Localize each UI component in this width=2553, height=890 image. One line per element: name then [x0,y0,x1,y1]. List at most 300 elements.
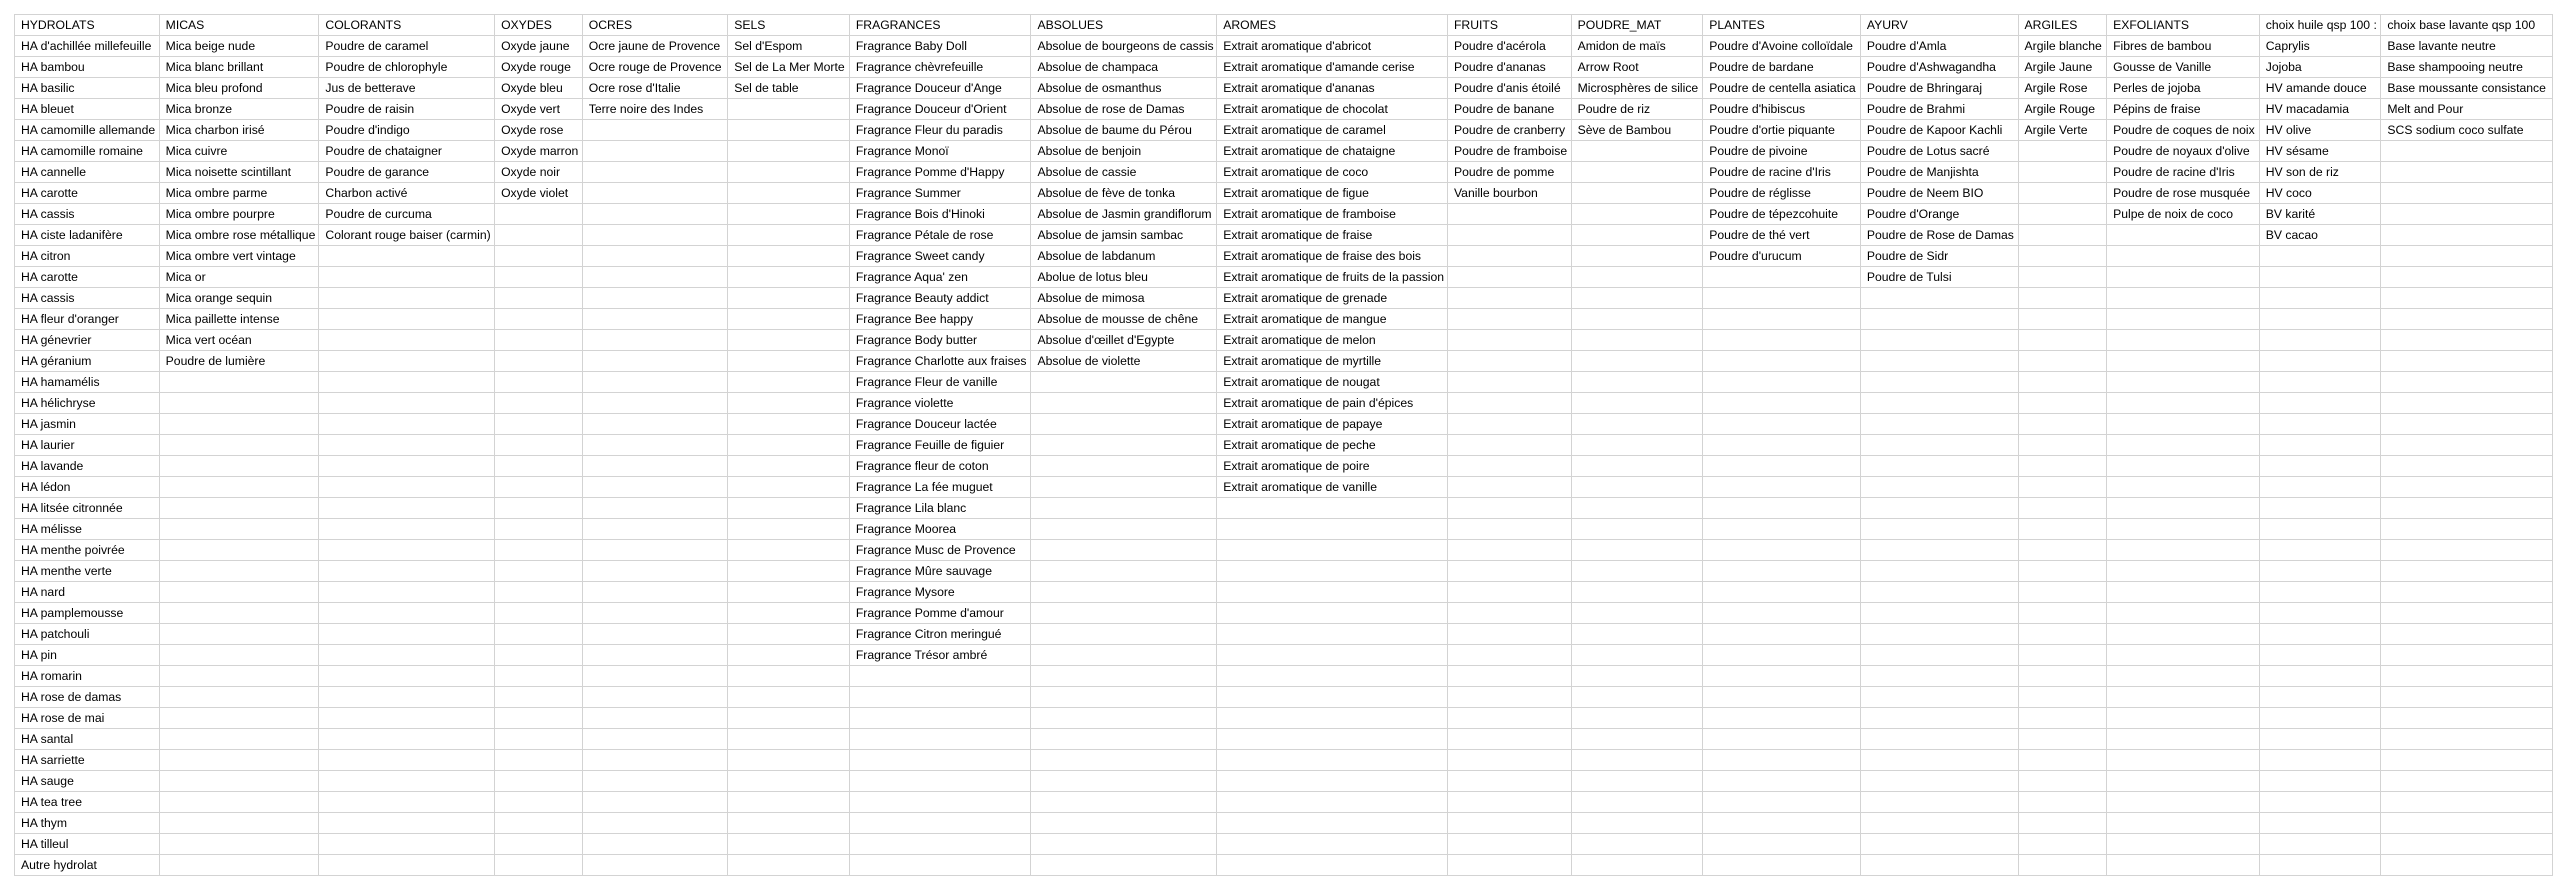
cell[interactable] [319,414,495,435]
cell[interactable] [1703,855,1861,876]
cell[interactable] [2018,540,2107,561]
cell[interactable] [728,750,850,771]
cell[interactable] [728,498,850,519]
cell[interactable] [495,246,583,267]
cell[interactable]: Fragrance Feuille de figuier [849,435,1031,456]
cell[interactable] [1860,498,2018,519]
cell[interactable] [2018,708,2107,729]
cell[interactable] [1031,729,1217,750]
cell[interactable] [728,351,850,372]
cell[interactable]: Pépins de fraise [2107,99,2260,120]
cell[interactable]: Extrait aromatique de coco [1217,162,1448,183]
cell[interactable]: Jus de betterave [319,78,495,99]
cell[interactable] [2381,582,2553,603]
cell[interactable] [728,582,850,603]
cell[interactable]: Ocre rose d'Italie [582,78,727,99]
cell[interactable] [728,687,850,708]
cell[interactable]: Oxyde noir [495,162,583,183]
cell[interactable] [1031,477,1217,498]
cell[interactable] [2381,204,2553,225]
cell[interactable] [582,183,727,204]
cell[interactable]: Oxyde rose [495,120,583,141]
cell[interactable] [2107,834,2260,855]
cell[interactable]: Poudre de lumière [159,351,319,372]
cell[interactable]: Fragrance Bois d'Hinoki [849,204,1031,225]
cell[interactable] [2259,519,2381,540]
cell[interactable] [728,120,850,141]
cell[interactable]: Fragrance Fleur du paradis [849,120,1031,141]
cell[interactable] [728,204,850,225]
cell[interactable] [159,666,319,687]
cell[interactable] [2259,456,2381,477]
cell[interactable]: HA géranium [15,351,160,372]
cell[interactable] [728,834,850,855]
cell[interactable] [495,645,583,666]
cell[interactable] [1031,498,1217,519]
cell[interactable] [2018,183,2107,204]
cell[interactable] [1031,519,1217,540]
cell[interactable] [2018,309,2107,330]
cell[interactable]: Extrait aromatique de vanille [1217,477,1448,498]
cell[interactable] [728,372,850,393]
cell[interactable] [2018,771,2107,792]
cell[interactable] [1571,624,1703,645]
cell[interactable]: Extrait aromatique de fraise [1217,225,1448,246]
cell[interactable]: Absolue de benjoin [1031,141,1217,162]
cell[interactable] [2381,687,2553,708]
cell[interactable] [1031,834,1217,855]
cell[interactable] [2018,330,2107,351]
cell[interactable] [2018,645,2107,666]
cell[interactable] [2259,855,2381,876]
cell[interactable]: Vanille bourbon [1447,183,1571,204]
cell[interactable]: HV macadamia [2259,99,2381,120]
cell[interactable] [495,624,583,645]
cell[interactable] [2381,246,2553,267]
cell[interactable]: Oxyde rouge [495,57,583,78]
cell[interactable] [1217,561,1448,582]
cell[interactable]: Poudre de racine d'Iris [2107,162,2260,183]
cell[interactable] [319,834,495,855]
cell[interactable] [2107,414,2260,435]
cell[interactable]: Poudre de chlorophyle [319,57,495,78]
cell[interactable] [2381,393,2553,414]
cell[interactable]: Mica or [159,267,319,288]
cell[interactable] [2259,666,2381,687]
cell[interactable] [1703,813,1861,834]
cell[interactable] [1217,708,1448,729]
cell[interactable] [728,330,850,351]
cell[interactable] [728,813,850,834]
cell[interactable] [582,120,727,141]
cell[interactable] [1571,456,1703,477]
cell[interactable] [159,708,319,729]
cell[interactable] [1703,519,1861,540]
cell[interactable]: Poudre de Neem BIO [1860,183,2018,204]
cell[interactable] [728,435,850,456]
cell[interactable] [2259,393,2381,414]
cell[interactable]: Ocre jaune de Provence [582,36,727,57]
cell[interactable] [2259,477,2381,498]
cell[interactable] [1447,540,1571,561]
cell[interactable] [2259,792,2381,813]
cell[interactable] [2107,519,2260,540]
cell[interactable] [2018,666,2107,687]
cell[interactable] [1447,645,1571,666]
cell[interactable] [1571,162,1703,183]
cell[interactable] [849,708,1031,729]
cell[interactable]: HA cassis [15,204,160,225]
cell[interactable] [495,204,583,225]
cell[interactable]: Absolue de champaca [1031,57,1217,78]
cell[interactable] [1571,477,1703,498]
cell[interactable] [1447,855,1571,876]
cell[interactable]: Poudre d'hibiscus [1703,99,1861,120]
cell[interactable] [2259,498,2381,519]
cell[interactable]: Fragrance Baby Doll [849,36,1031,57]
cell[interactable]: Poudre de tépezcohuite [1703,204,1861,225]
cell[interactable]: Extrait aromatique de figue [1217,183,1448,204]
cell[interactable] [1703,330,1861,351]
cell[interactable] [1447,771,1571,792]
cell[interactable] [1860,603,2018,624]
cell[interactable] [1703,645,1861,666]
cell[interactable] [1447,813,1571,834]
cell[interactable]: Absolue de rose de Damas [1031,99,1217,120]
cell[interactable]: HA basilic [15,78,160,99]
cell[interactable]: Extrait aromatique de fraise des bois [1217,246,1448,267]
cell[interactable] [2259,351,2381,372]
cell[interactable] [2381,855,2553,876]
cell[interactable] [1860,561,2018,582]
cell[interactable] [1860,813,2018,834]
cell[interactable] [319,687,495,708]
cell[interactable]: Mica orange sequin [159,288,319,309]
cell[interactable] [1217,666,1448,687]
cell[interactable] [1703,267,1861,288]
cell[interactable] [1447,666,1571,687]
column-header[interactable]: ARGILES [2018,15,2107,36]
column-header[interactable]: AYURV [1860,15,2018,36]
cell[interactable] [1031,645,1217,666]
cell[interactable]: Extrait aromatique de myrtille [1217,351,1448,372]
cell[interactable] [1571,750,1703,771]
cell[interactable]: Poudre de cranberry [1447,120,1571,141]
column-header[interactable]: PLANTES [1703,15,1861,36]
cell[interactable] [319,603,495,624]
cell[interactable] [2259,834,2381,855]
cell[interactable] [582,855,727,876]
cell[interactable] [159,414,319,435]
cell[interactable] [2381,456,2553,477]
cell[interactable] [582,162,727,183]
column-header[interactable]: AROMES [1217,15,1448,36]
cell[interactable]: Amidon de maïs [1571,36,1703,57]
cell[interactable] [582,582,727,603]
cell[interactable] [1217,771,1448,792]
cell[interactable] [582,834,727,855]
cell[interactable] [159,561,319,582]
cell[interactable] [2107,561,2260,582]
cell[interactable] [1571,771,1703,792]
cell[interactable]: HA rose de mai [15,708,160,729]
cell[interactable] [2259,708,2381,729]
cell[interactable] [1571,267,1703,288]
cell[interactable]: Poudre de riz [1571,99,1703,120]
cell[interactable] [1860,393,2018,414]
cell[interactable]: Mica ombre rose métallique [159,225,319,246]
cell[interactable] [1571,225,1703,246]
cell[interactable] [582,267,727,288]
cell[interactable] [2018,561,2107,582]
cell[interactable]: Poudre de Brahmi [1860,99,2018,120]
cell[interactable] [319,288,495,309]
cell[interactable] [1703,372,1861,393]
cell[interactable]: Argile Jaune [2018,57,2107,78]
cell[interactable] [2259,414,2381,435]
cell[interactable]: Mica charbon irisé [159,120,319,141]
cell[interactable]: HA menthe verte [15,561,160,582]
cell[interactable] [2107,645,2260,666]
cell[interactable] [2018,162,2107,183]
cell[interactable] [1571,708,1703,729]
cell[interactable]: HA tilleul [15,834,160,855]
cell[interactable]: Absolue de labdanum [1031,246,1217,267]
cell[interactable] [1703,624,1861,645]
cell[interactable] [2107,267,2260,288]
cell[interactable] [1031,687,1217,708]
cell[interactable] [2018,729,2107,750]
cell[interactable]: Poudre d'acérola [1447,36,1571,57]
cell[interactable] [582,288,727,309]
cell[interactable] [582,771,727,792]
cell[interactable]: HA menthe poivrée [15,540,160,561]
cell[interactable]: Fragrance La fée muguet [849,477,1031,498]
cell[interactable] [582,498,727,519]
cell[interactable] [159,582,319,603]
cell[interactable] [159,540,319,561]
cell[interactable] [495,708,583,729]
cell[interactable]: Poudre de banane [1447,99,1571,120]
cell[interactable]: Argile blanche [2018,36,2107,57]
cell[interactable]: HA génevrier [15,330,160,351]
cell[interactable]: Poudre de Manjishta [1860,162,2018,183]
cell[interactable]: Fragrance Beauty addict [849,288,1031,309]
cell[interactable]: HA thym [15,813,160,834]
cell[interactable] [495,267,583,288]
cell[interactable] [728,414,850,435]
cell[interactable]: Absolue d'œillet d'Egypte [1031,330,1217,351]
cell[interactable] [1217,687,1448,708]
cell[interactable]: Fragrance Aqua' zen [849,267,1031,288]
cell[interactable]: Sève de Bambou [1571,120,1703,141]
cell[interactable] [2107,750,2260,771]
cell[interactable]: HA ciste ladanifère [15,225,160,246]
cell[interactable] [2018,351,2107,372]
cell[interactable]: Extrait aromatique de peche [1217,435,1448,456]
cell[interactable]: Fragrance Mûre sauvage [849,561,1031,582]
cell[interactable]: Mica noisette scintillant [159,162,319,183]
column-header[interactable]: OCRES [582,15,727,36]
cell[interactable] [495,519,583,540]
cell[interactable]: BV cacao [2259,225,2381,246]
cell[interactable] [849,729,1031,750]
cell[interactable] [582,708,727,729]
cell[interactable] [1860,330,2018,351]
cell[interactable] [1447,582,1571,603]
cell[interactable]: Poudre de Sidr [1860,246,2018,267]
cell[interactable]: Poudre de racine d'Iris [1703,162,1861,183]
cell[interactable] [495,330,583,351]
cell[interactable] [319,477,495,498]
cell[interactable] [1571,372,1703,393]
cell[interactable] [495,666,583,687]
cell[interactable]: Poudre d'ortie piquante [1703,120,1861,141]
cell[interactable]: Fibres de bambou [2107,36,2260,57]
cell[interactable] [728,666,850,687]
cell[interactable]: Fragrance Mysore [849,582,1031,603]
cell[interactable] [1571,687,1703,708]
cell[interactable]: Base shampooing neutre [2381,57,2553,78]
cell[interactable]: Base moussante consistance [2381,78,2553,99]
cell[interactable] [582,225,727,246]
cell[interactable] [1031,582,1217,603]
cell[interactable] [495,582,583,603]
cell[interactable] [2259,687,2381,708]
cell[interactable]: HA cassis [15,288,160,309]
cell[interactable]: HA pamplemousse [15,603,160,624]
cell[interactable] [2018,393,2107,414]
cell[interactable] [1031,540,1217,561]
cell[interactable] [2381,603,2553,624]
column-header[interactable]: HYDROLATS [15,15,160,36]
cell[interactable]: Arrow Root [1571,57,1703,78]
cell[interactable] [2018,687,2107,708]
cell[interactable]: Poudre de coques de noix [2107,120,2260,141]
cell[interactable] [1447,729,1571,750]
cell[interactable] [319,708,495,729]
cell[interactable] [1447,708,1571,729]
cell[interactable]: Mica beige nude [159,36,319,57]
cell[interactable] [495,456,583,477]
cell[interactable] [1031,813,1217,834]
cell[interactable] [2381,372,2553,393]
cell[interactable] [1031,771,1217,792]
cell[interactable] [1571,813,1703,834]
cell[interactable] [1860,372,2018,393]
cell[interactable]: Poudre de garance [319,162,495,183]
cell[interactable]: Absolue de mousse de chêne [1031,309,1217,330]
cell[interactable]: Absolue de mimosa [1031,288,1217,309]
cell[interactable]: Sel de table [728,78,850,99]
cell[interactable] [2107,456,2260,477]
cell[interactable] [495,414,583,435]
cell[interactable] [1703,750,1861,771]
cell[interactable] [159,834,319,855]
cell[interactable]: Extrait aromatique de chataigne [1217,141,1448,162]
cell[interactable]: Mica cuivre [159,141,319,162]
cell[interactable] [1031,393,1217,414]
cell[interactable] [2381,183,2553,204]
cell[interactable]: BV karité [2259,204,2381,225]
cell[interactable] [1217,750,1448,771]
cell[interactable]: HA mélisse [15,519,160,540]
cell[interactable] [2381,519,2553,540]
cell[interactable] [1447,372,1571,393]
cell[interactable] [1447,225,1571,246]
cell[interactable]: Poudre de noyaux d'olive [2107,141,2260,162]
cell[interactable]: Extrait aromatique de chocolat [1217,99,1448,120]
cell[interactable] [1217,792,1448,813]
cell[interactable] [159,645,319,666]
cell[interactable] [319,309,495,330]
cell[interactable] [2107,666,2260,687]
cell[interactable] [849,834,1031,855]
cell[interactable] [1031,666,1217,687]
cell[interactable] [2381,708,2553,729]
cell[interactable] [495,687,583,708]
column-header[interactable]: COLORANTS [319,15,495,36]
cell[interactable] [319,813,495,834]
cell[interactable] [2018,204,2107,225]
cell[interactable] [159,435,319,456]
cell[interactable] [1703,309,1861,330]
cell[interactable] [2259,372,2381,393]
cell[interactable] [495,834,583,855]
column-header[interactable]: choix huile qsp 100 : [2259,15,2381,36]
cell[interactable] [1860,582,2018,603]
cell[interactable] [2107,393,2260,414]
cell[interactable] [582,645,727,666]
column-header[interactable]: SELS [728,15,850,36]
cell[interactable]: Fragrance Douceur lactée [849,414,1031,435]
cell[interactable] [2107,708,2260,729]
cell[interactable]: Fragrance fleur de coton [849,456,1031,477]
cell[interactable]: Poudre d'Amla [1860,36,2018,57]
cell[interactable]: Jojoba [2259,57,2381,78]
column-header[interactable]: EXFOLIANTS [2107,15,2260,36]
cell[interactable] [1447,687,1571,708]
cell[interactable] [1447,561,1571,582]
cell[interactable] [1860,351,2018,372]
cell[interactable] [319,498,495,519]
cell[interactable]: Poudre de réglisse [1703,183,1861,204]
cell[interactable]: Poudre de pomme [1447,162,1571,183]
cell[interactable] [1703,414,1861,435]
cell[interactable] [2018,582,2107,603]
cell[interactable]: Poudre d'Orange [1860,204,2018,225]
cell[interactable]: Extrait aromatique de framboise [1217,204,1448,225]
cell[interactable] [2381,792,2553,813]
cell[interactable]: HA d'achillée millefeuille [15,36,160,57]
cell[interactable]: Poudre de bardane [1703,57,1861,78]
cell[interactable] [1217,582,1448,603]
cell[interactable] [1447,351,1571,372]
cell[interactable] [1447,834,1571,855]
cell[interactable] [2107,246,2260,267]
cell[interactable] [1703,687,1861,708]
cell[interactable] [1217,729,1448,750]
cell[interactable]: Argile Verte [2018,120,2107,141]
cell[interactable]: Charbon activé [319,183,495,204]
cell[interactable] [2381,267,2553,288]
cell[interactable] [1447,393,1571,414]
cell[interactable] [2107,225,2260,246]
cell[interactable] [2259,603,2381,624]
cell[interactable] [159,792,319,813]
cell[interactable] [1860,540,2018,561]
cell[interactable] [2107,435,2260,456]
